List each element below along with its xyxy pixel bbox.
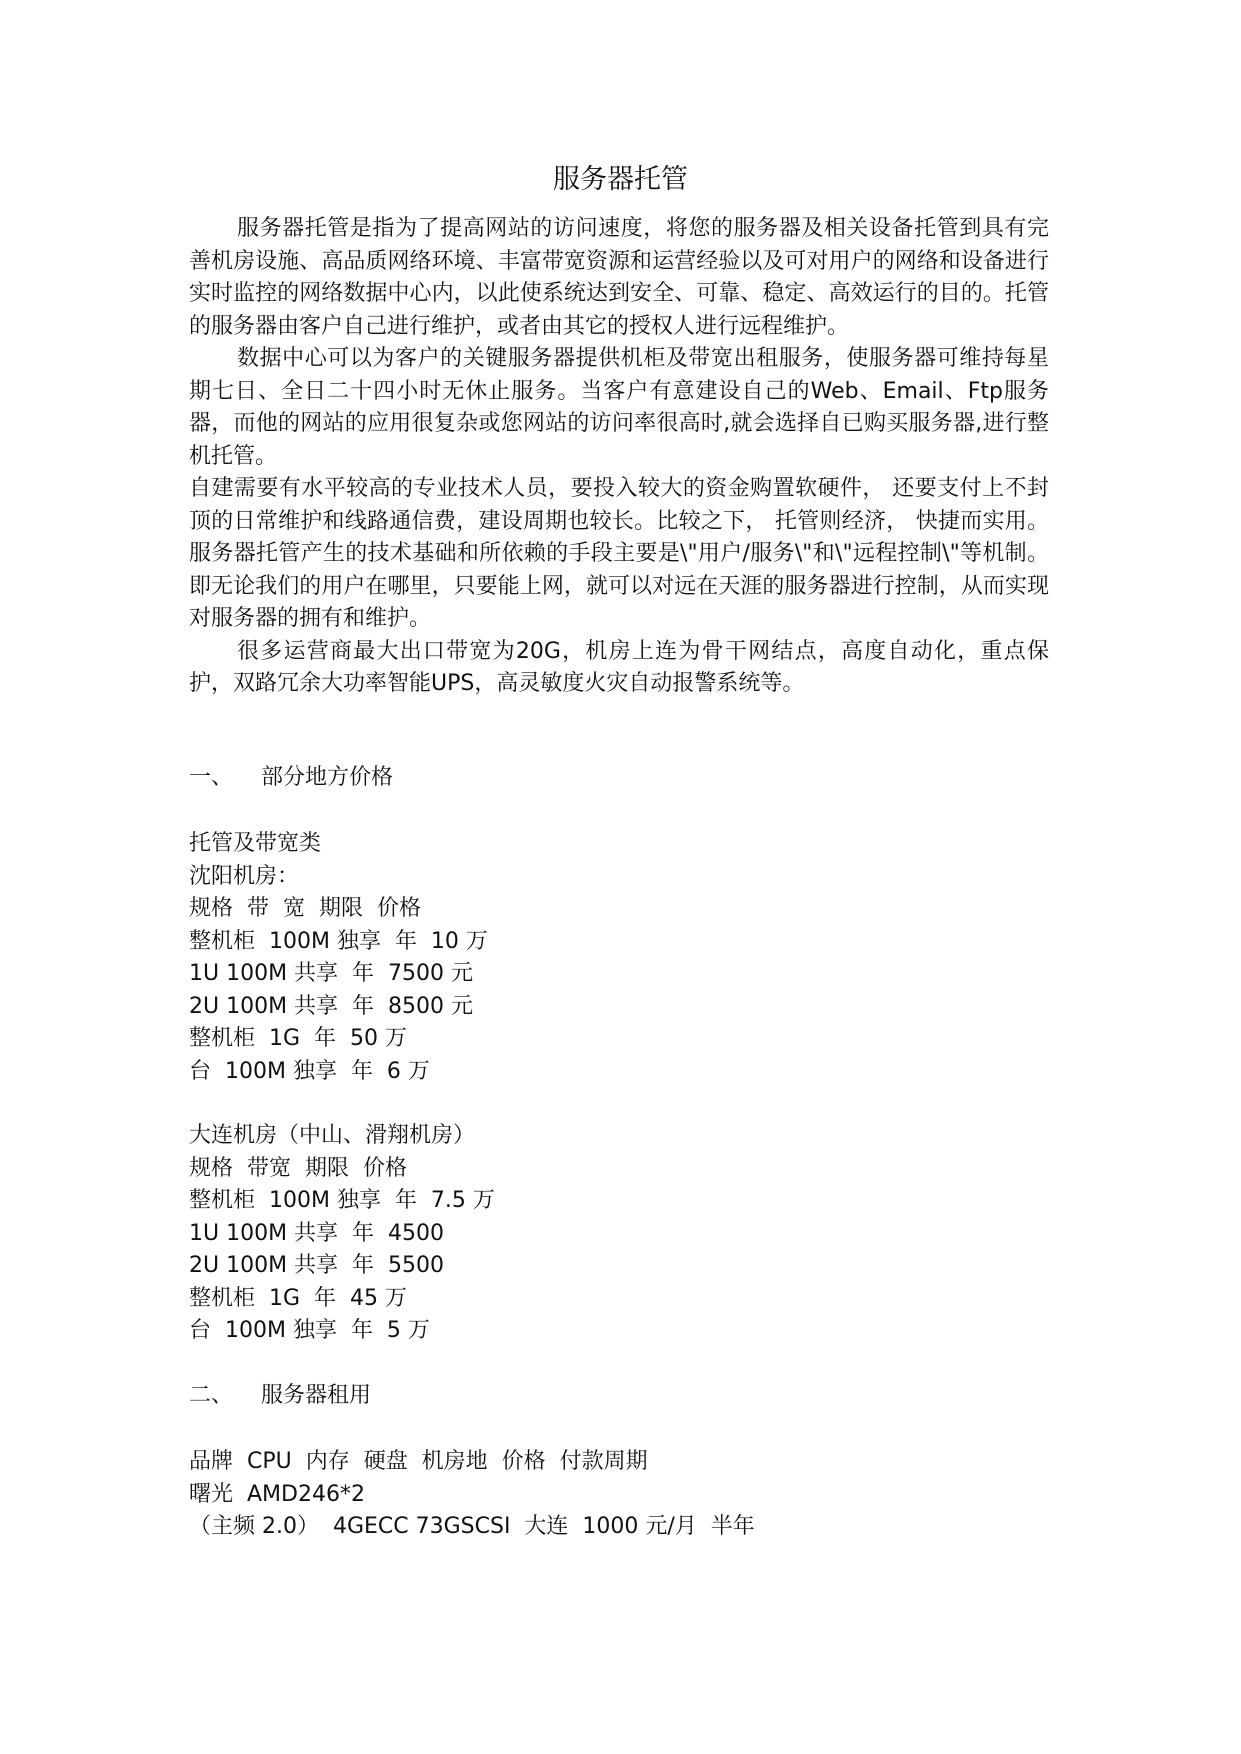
rental-row: （主频 2.0） 4GECC 73GSCSI 大连 1000 元/月 半年 xyxy=(189,1514,755,1539)
price-row: 台 100M 独享 年 5 万 xyxy=(189,1318,430,1343)
intro-text xyxy=(189,213,1049,701)
rental-row: 曙光 AMD246*2 xyxy=(189,1481,365,1507)
dalian-price-list xyxy=(189,1120,1089,1348)
price-row: 2U 100M 共享 年 5500 xyxy=(189,1253,445,1278)
section-heading-prices: 一、 部分地方价格 xyxy=(189,765,393,790)
document-title: 服务器托管 xyxy=(553,164,688,195)
section-heading-rental: 二、 服务器租用 xyxy=(189,1383,371,1408)
shenyang-price-list xyxy=(189,828,1089,1088)
paragraph-4: 很多运营商最大出口带宽为20G，机房上连为骨干网结点，高度自动化，重点保护，双路冗余大功率智能UPS，高灵敏度火灾自动报警系统等。 xyxy=(189,638,1049,696)
datacenter-name: 大连机房（中山、滑翔机房） xyxy=(189,1123,476,1148)
price-row: 1U 100M 共享 年 4500 xyxy=(189,1220,445,1246)
price-row: 整机柜 1G 年 45 万 xyxy=(189,1285,407,1311)
paragraph-3: 自建需要有水平较高的专业技术人员，要投入较大的资金购置软硬件， 还要支付上不封顶的日常维护和线路通信费，建设周期也较长。比较之下， 托管则经济， 快捷而实用。服务器托管产生的技术基础和所依赖的手段主要是\"用户/服务\"和\"远程控制\"等机制。即无论我们的用户在哪里，只要能上网，就可以对远在天涯的服务器进行控制，从而实现对服务器的拥有和维护。 xyxy=(189,476,1049,631)
price-row: 整机柜 100M 独享 年 7.5 万 xyxy=(189,1188,495,1213)
datacenter-name: 沈阳机房： xyxy=(189,863,300,889)
paragraph-1: 服务器托管是指为了提高网站的访问速度，将您的服务器及相关设备托管到具有完善机房设施、高品质网络环境、丰富带宽资源和运营经验以及可对用户的网络和设备进行实时监控的网络数据中心内，以此使系统达到安全、可靠、稳定、高效运行的目的。托管的服务器由客户自己进行维护，或者由其它的授权人进行远程维护。 xyxy=(189,216,1049,339)
category-label: 托管及带宽类 xyxy=(189,831,322,856)
price-row: 1U 100M 共享 年 7500 元 xyxy=(189,961,474,986)
price-row: 整机柜 100M 独享 年 10 万 xyxy=(189,928,488,954)
rental-table-header: 品牌 CPU 内存 硬盘 机房地 价格 付款周期 xyxy=(189,1449,648,1474)
price-row: 2U 100M 共享 年 8500 元 xyxy=(189,993,474,1019)
price-table-header: 规格 带 宽 期限 价格 xyxy=(189,896,421,921)
paragraph-2: 数据中心可以为客户的关键服务器提供机柜及带宽出租服务，使服务器可维持每星期七日、全日二十四小时无休止服务。当客户有意建设自己的Web、Email、Ftp服务器，而他的网站的应用很复杂或您网站的访问率很高时,就会选择自已购买服务器,进行整机托管。 xyxy=(189,346,1049,469)
price-row: 台 100M 独享 年 6 万 xyxy=(189,1058,430,1084)
price-row: 整机柜 1G 年 50 万 xyxy=(189,1026,407,1051)
price-table-header: 规格 带宽 期限 价格 xyxy=(189,1155,407,1181)
rental-price-list xyxy=(189,1446,1089,1544)
